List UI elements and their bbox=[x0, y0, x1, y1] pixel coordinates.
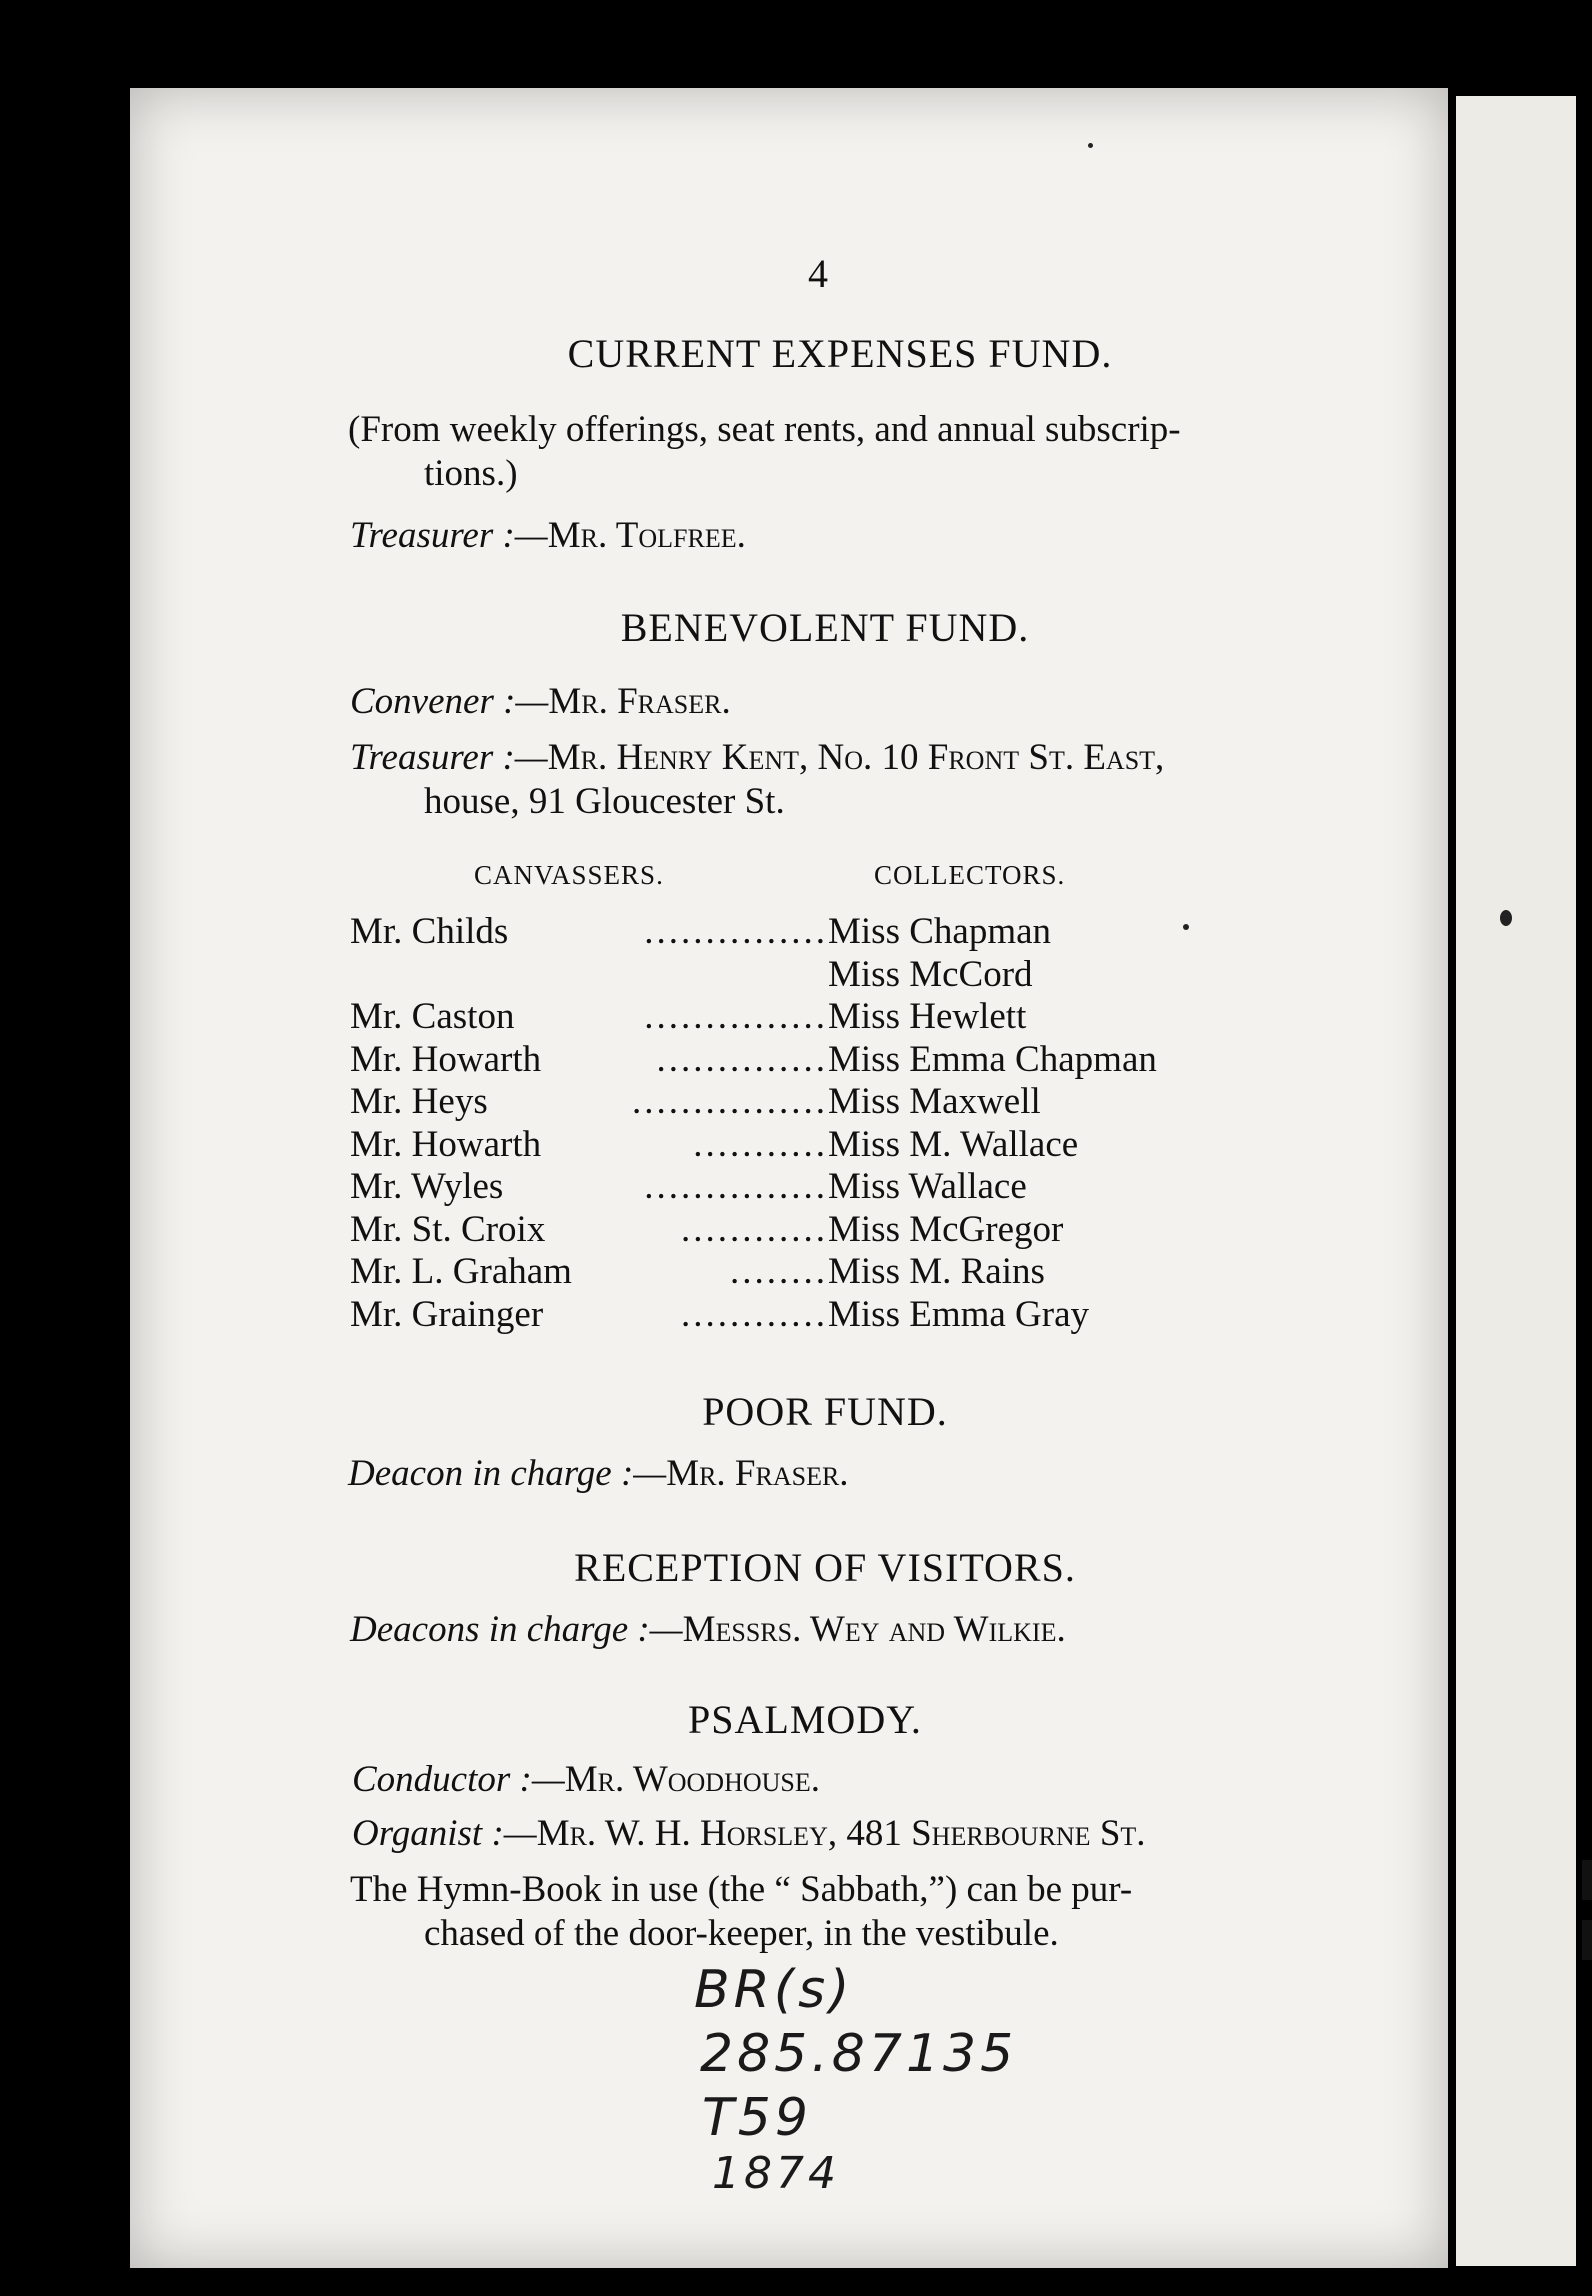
benevolent-convener bbox=[350, 680, 731, 723]
dot-leader: ........... bbox=[693, 1124, 828, 1165]
treasurer-label: Treasurer :— bbox=[350, 737, 548, 778]
current-expenses-note-cont: tions.) bbox=[424, 453, 518, 494]
poor-fund-heading: POOR FUND. bbox=[702, 1389, 948, 1434]
canvasser-name: Mr. Childs bbox=[350, 911, 509, 952]
dot-leader: ............... bbox=[644, 911, 828, 952]
dot-leader: ............ bbox=[681, 1209, 828, 1250]
convener-label: Convener :— bbox=[350, 681, 549, 722]
collector-name: Miss Wallace bbox=[828, 1166, 1027, 1207]
collector-name: Miss McGregor bbox=[828, 1209, 1064, 1250]
benevolent-heading: BENEVOLENT FUND. bbox=[620, 605, 1030, 650]
column-header-canvassers: CANVASSERS. bbox=[474, 860, 664, 890]
conductor-label: Conductor :— bbox=[352, 1759, 565, 1800]
ink-speck bbox=[1500, 910, 1512, 926]
dot-leader: ............... bbox=[644, 1166, 828, 1207]
benevolent-treasurer bbox=[350, 736, 1164, 779]
reception-heading: RECEPTION OF VISITORS. bbox=[574, 1545, 1076, 1590]
collector-name: Miss M. Wallace bbox=[828, 1124, 1079, 1165]
treasurer-name: Mr. Henry Kent, No. 10 Front St. East, bbox=[547, 737, 1165, 778]
canvasser-name: Mr. Wyles bbox=[350, 1166, 504, 1207]
collector-name: Miss M. Rains bbox=[828, 1251, 1045, 1292]
collector-name: Miss McCord bbox=[828, 954, 1033, 995]
organist-label: Organist :— bbox=[352, 1813, 537, 1854]
canvasser-name: Mr. Caston bbox=[350, 996, 515, 1037]
psalmody-organist bbox=[352, 1812, 1146, 1855]
collector-name: Miss Hewlett bbox=[828, 996, 1027, 1037]
handwritten-call-number-line3: T59 bbox=[702, 2088, 812, 2148]
canvasser-name: Mr. Howarth bbox=[350, 1039, 542, 1080]
current-expenses-treasurer bbox=[350, 514, 746, 557]
hymn-book-note: The Hymn-Book in use (the “ Sabbath,”) can be pur- bbox=[350, 1869, 1133, 1910]
canvasser-name: Mr. St. Croix bbox=[350, 1209, 546, 1250]
canvasser-name: Mr. L. Graham bbox=[350, 1251, 572, 1292]
canvasser-name: Mr. Grainger bbox=[350, 1294, 544, 1335]
deacons-label: Deacons in charge :— bbox=[350, 1609, 683, 1650]
treasurer-label: Treasurer :— bbox=[350, 515, 548, 556]
reception-deacons bbox=[350, 1608, 1066, 1651]
collector-name: Miss Emma Chapman bbox=[828, 1039, 1157, 1080]
dot-leader: ................ bbox=[632, 1081, 828, 1122]
deacon-label: Deacon in charge :— bbox=[348, 1453, 667, 1494]
hymn-book-note-cont: chased of the door-keeper, in the vestibule. bbox=[424, 1913, 1059, 1954]
benevolent-treasurer-address: house, 91 Gloucester St. bbox=[424, 781, 785, 822]
handwritten-call-number-line2: 285.87135 bbox=[700, 2024, 1018, 2084]
page-number: 4 bbox=[808, 251, 828, 296]
facing-page-text-mark bbox=[1582, 1920, 1592, 1960]
handwritten-call-number-line1: BR(s) bbox=[694, 1960, 854, 2020]
ink-speck bbox=[1183, 924, 1189, 930]
ink-speck bbox=[1088, 143, 1093, 148]
psalmody-heading: PSALMODY. bbox=[688, 1697, 922, 1742]
current-expenses-heading: CURRENT EXPENSES FUND. bbox=[567, 331, 1113, 376]
conductor-name: Mr. Woodhouse. bbox=[564, 1759, 820, 1800]
canvasser-name: Mr. Heys bbox=[350, 1081, 488, 1122]
column-header-collectors: COLLECTORS. bbox=[874, 860, 1066, 890]
dot-leader: ............ bbox=[681, 1294, 828, 1335]
current-expenses-note: (From weekly offerings, seat rents, and annual subscrip- bbox=[348, 409, 1181, 450]
psalmody-conductor bbox=[352, 1758, 820, 1801]
treasurer-name: Mr. Tolfree. bbox=[547, 515, 746, 556]
poor-fund-deacon bbox=[348, 1452, 849, 1495]
deacon-name: Mr. Fraser. bbox=[666, 1453, 849, 1494]
dot-leader: ............... bbox=[644, 996, 828, 1037]
dot-leader: ........ bbox=[730, 1251, 828, 1292]
organist-name: Mr. W. H. Horsley, 481 Sherbourne St. bbox=[536, 1813, 1146, 1854]
deacons-names: Messrs. Wey and Wilkie. bbox=[682, 1609, 1066, 1650]
collector-name: Miss Emma Gray bbox=[828, 1294, 1090, 1335]
canvasser-name: Mr. Howarth bbox=[350, 1124, 542, 1165]
handwritten-call-number-line4: 1874 bbox=[712, 2148, 840, 2199]
facing-page-edge bbox=[1456, 96, 1576, 2266]
collector-name: Miss Chapman bbox=[828, 911, 1052, 952]
convener-name: Mr. Fraser. bbox=[548, 681, 731, 722]
facing-page-text-mark bbox=[1582, 1860, 1592, 1900]
collector-name: Miss Maxwell bbox=[828, 1081, 1041, 1122]
page-gutter bbox=[1448, 70, 1456, 2280]
dot-leader: .............. bbox=[656, 1039, 828, 1080]
